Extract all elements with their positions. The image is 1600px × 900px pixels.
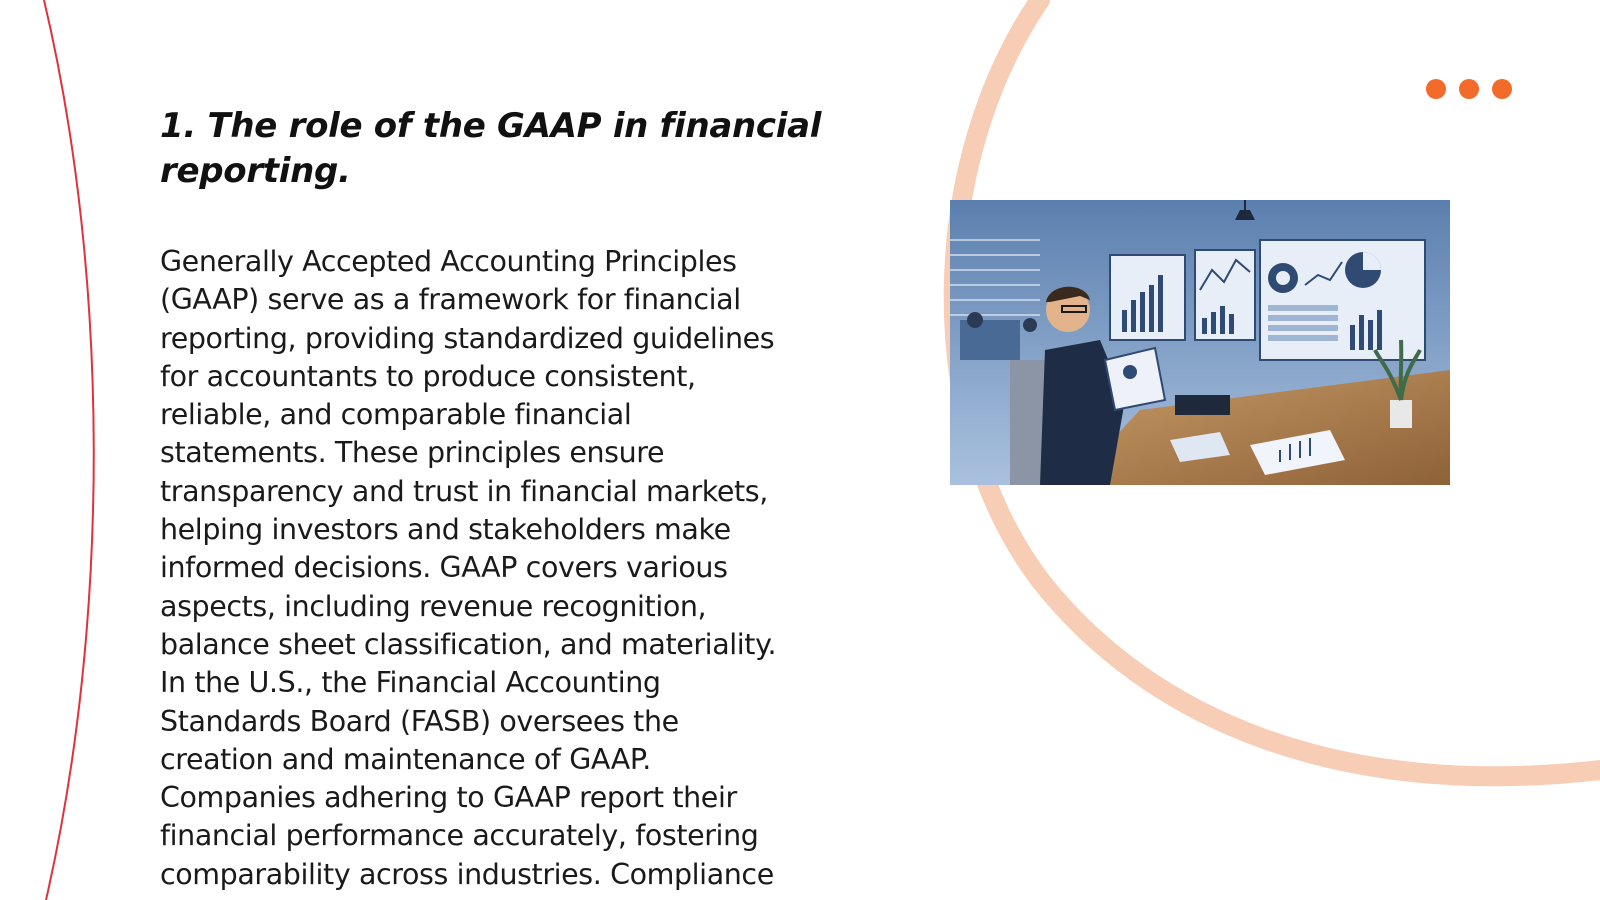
menu-dot (1459, 79, 1479, 99)
menu-dot (1492, 79, 1512, 99)
menu-dot (1426, 79, 1446, 99)
more-dots-icon[interactable] (1426, 78, 1512, 100)
left-red-curve (44, 0, 94, 900)
accountant-office-illustration (950, 200, 1450, 485)
slide-body-text: Generally Accepted Accounting Principles (GAAP) serve as a framework for financial reporting, providing standardized guidelines for accountants to produce consistent, reliable, and comparable financial statements. These principles ensure transparency and trust in financial markets, helping investors and stakeholders make informed decisions. GAAP covers various aspects, including revenue recognition, balance sheet classification, and materiality. In the U.S., the Financial Accounting Standards Board (FASB) oversees the creation and maintenance of GAAP. Companies adhering to GAAP report their financial performance accurately, fostering comparability across industries. Compliance (160, 245, 777, 891)
slide-title: 1. The role of the GAAP in financial reporting. (160, 106, 822, 191)
